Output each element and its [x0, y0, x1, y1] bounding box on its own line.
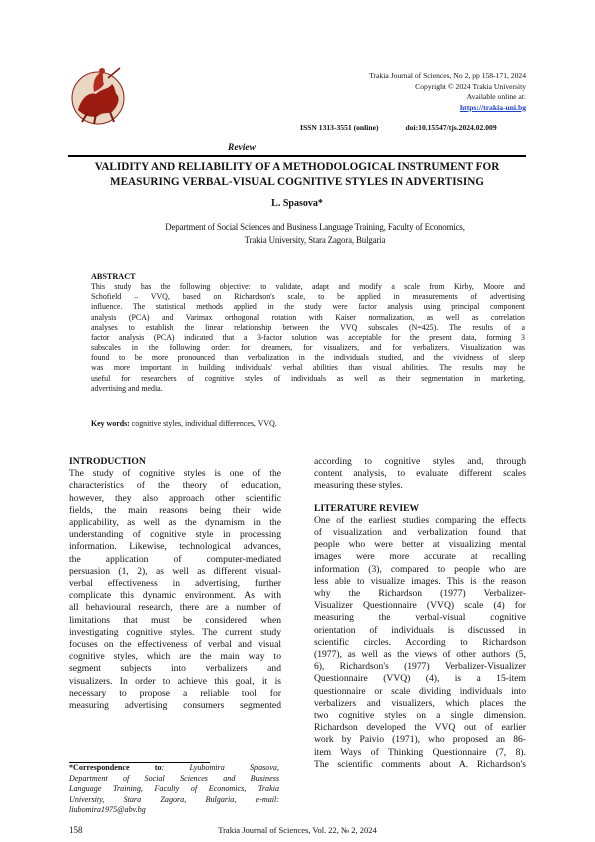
abstract-line: factor analysis (PCA) indicated that a 3-factor solution was acceptable for the present data, forming 3 — [91, 332, 525, 342]
literature-review-body — [314, 515, 526, 771]
introduction-continued-line: according to cognitive styles and, through — [314, 456, 526, 467]
available-online-label: Available online at: — [466, 92, 526, 101]
footnote-line: Department of Social Sciences and Business — [69, 773, 279, 783]
introduction-line: understanding of cognitive style in processing — [69, 529, 281, 541]
literature-review-line: item Ways of Thinking Questionnaire (7, 8). — [314, 746, 526, 758]
literature-review-line: The scientific comments about A. Richardson's — [314, 758, 526, 770]
correspondence-label: *Correspondence to — [69, 763, 162, 772]
literature-review-line: information (3), compared to people who are — [314, 563, 526, 575]
literature-review-line: Richardson developed the VVQ out of earlier — [314, 722, 526, 734]
journal-url-link[interactable]: https://trakia-uni.bg — [459, 102, 526, 112]
abstract-line: analysis (PCA) and Varimax orthogonal rotation with Kaiser normalization, as well as correlation — [91, 312, 525, 322]
article-title — [68, 160, 526, 190]
introduction-line: focuses on the effectiveness of verbal and visual — [69, 639, 281, 651]
introduction-line: segment subjects into verbalizers and — [69, 663, 281, 675]
footnote-line: Language Training, Faculty of Economics, Trakia — [69, 784, 279, 794]
affiliation — [140, 221, 490, 247]
literature-review-line: less able to visualize images. This is the reason — [314, 575, 526, 587]
introduction-continued-line: measuring these styles. — [314, 480, 403, 492]
introduction-line: The study of cognitive styles is one of the — [69, 468, 281, 480]
literature-review-line: work by Paivio (1971), who proposed an 86- — [314, 734, 526, 746]
copyright-notice: Copyright © 2024 Trakia University — [415, 81, 526, 91]
keywords — [91, 419, 525, 428]
introduction-line: necessary to propose a reliable tool for — [69, 687, 281, 699]
literature-review-line: people who were better at visualizing mental — [314, 539, 526, 551]
journal-logo-icon — [68, 62, 128, 128]
abstract-line: analyses to establish the linear relationship between the VVQ subscales (N=425). The results of a — [91, 322, 525, 332]
literature-review-line: Visualizer Questionnaire (VVQ) scale (4) for — [314, 600, 526, 612]
introduction-line: cognitive styles, which are the main way to — [69, 651, 281, 663]
abstract-line: subscales in the following order: for dreamers, for visualizers, and for verbalizers. Visualization was — [91, 343, 525, 353]
literature-review-line: (1977), as well as the views of other authors (5, — [314, 649, 526, 661]
correspondence-footnote — [69, 763, 279, 816]
header-rule — [68, 155, 526, 157]
literature-review-line: Questionnaire (VVQ) (4), is a 15-item — [314, 673, 526, 685]
issn-doi-row — [300, 123, 497, 132]
literature-review-line: of visualization and verbalization found that — [314, 527, 526, 539]
introduction-line: limitations that must be considered when — [69, 614, 281, 626]
introduction-continued-line: content analysis, to evaluate different scales — [314, 468, 526, 480]
literature-review-line: scientific circles. According to Richardson — [314, 636, 526, 648]
footnote-line: liubomira1975@abv.bg — [69, 805, 146, 815]
abstract-body — [91, 282, 525, 394]
literature-review-line: questionnaire or scale dividing individuals into — [314, 685, 526, 697]
abstract-line: Schofield – VVQ, based on Richardson's scale, to be applied in measurements of advertising — [91, 292, 525, 302]
abstract — [91, 272, 525, 394]
introduction-line: visualizers. In order to achieve this goal, it is — [69, 675, 281, 687]
footnote-line: : Lyubomira Spasova, — [161, 763, 279, 772]
left-column — [69, 456, 281, 712]
literature-review-line: measuring the verbal-visual cognitive — [314, 612, 526, 624]
issn: ISSN 1313-3551 (online) — [300, 123, 379, 132]
introduction-line: all behavioural research, there are a number of — [69, 602, 281, 614]
journal-url-wrap — [460, 103, 526, 114]
literature-review-heading: LITERATURE REVIEW — [314, 502, 420, 514]
introduction-line: fields, the main reasons being their wide — [69, 504, 281, 516]
right-column — [314, 456, 526, 771]
literature-review-line: two cognitive styles on a single dimension. — [314, 710, 526, 722]
keywords-text: cognitive styles, individual differences, VVQ. — [129, 419, 277, 428]
introduction-continued — [314, 456, 526, 493]
abstract-line: advertising and media. — [91, 383, 163, 393]
literature-review-line: One of the earliest studies comparing the effects — [314, 514, 526, 526]
introduction-line: however, they also approach other scientific — [69, 492, 281, 504]
literature-review-line: orientation of individuals is discussed in — [314, 624, 526, 636]
abstract-line: useful for researchers of cognitive styles of individuals as well as their segmentation in marketing, — [91, 373, 525, 383]
abstract-line: influence. The statistical methods applied in the study were factor analysis using principal component — [91, 302, 525, 312]
introduction-heading: INTRODUCTION — [69, 456, 146, 467]
article-type: Review — [228, 143, 256, 153]
introduction-line: measuring advertising consumers segmented — [69, 700, 281, 712]
author: L. Spasova* — [271, 198, 323, 209]
footer-journal: Trakia Journal of Sciences, Vol. 22, № 2, 2024 — [218, 825, 377, 835]
introduction-line: investigating cognitive styles. The current study — [69, 626, 281, 638]
introduction-line: the application of computer-mediated — [69, 553, 281, 565]
title-line-2: MEASURING VERBAL-VISUAL COGNITIVE STYLES IN ADVERTISING — [110, 176, 484, 188]
literature-review-line: 6), Richardson's (1977) Verbalizer-Visualizer — [314, 661, 526, 673]
introduction-body — [69, 468, 281, 712]
abstract-line: This study has the following objective: to validate, adapt and modify a scale from Kirby, Moore and — [91, 282, 525, 292]
literature-review-line: why the Richardson (1977) Verbalizer- — [314, 588, 526, 600]
doi: doi:10.15547/tjs.2024.02.009 — [405, 123, 497, 132]
abstract-line: was more important in building individuals' verbal abilities than visual abilities. The results may be — [91, 363, 525, 373]
abstract-heading: ABSTRACT — [91, 272, 136, 281]
abstract-line: found to be more pronounced than verbalization in the individuals studied, and the vividness of sleep — [91, 353, 525, 363]
introduction-line: characteristics of the theory of education, — [69, 480, 281, 492]
affiliation-line-2: Trakia University, Stara Zagora, Bulgaria — [244, 235, 386, 245]
introduction-line: complicate this dynamic environment. As with — [69, 590, 281, 602]
literature-review-line: images were more accurate at recalling — [314, 551, 526, 563]
affiliation-line-1: Department of Social Sciences and Business Language Training, Faculty of Economics, — [165, 222, 465, 232]
title-line-1: VALIDITY AND RELIABILITY OF A METHODOLOGICAL INSTRUMENT FOR — [94, 161, 500, 173]
introduction-line: persuasion (1, 2), as well as different visual- — [69, 565, 281, 577]
literature-review-line: verbalizers and visualizers, which places the — [314, 697, 526, 709]
keywords-label: Key words: — [91, 419, 130, 428]
page-number: 158 — [69, 825, 83, 835]
journal-citation: Trakia Journal of Sciences, No 2, pp 158-171, 2024 — [369, 71, 526, 80]
introduction-line: information. Likewise, technological advances, — [69, 541, 281, 553]
introduction-line: verbal effectiveness in advertising, further — [69, 578, 281, 590]
footnote-line: University, Stara Zagora, Bulgaria, e-mail: — [69, 794, 279, 804]
introduction-line: applicability, as well as the dynamism in the — [69, 517, 281, 529]
